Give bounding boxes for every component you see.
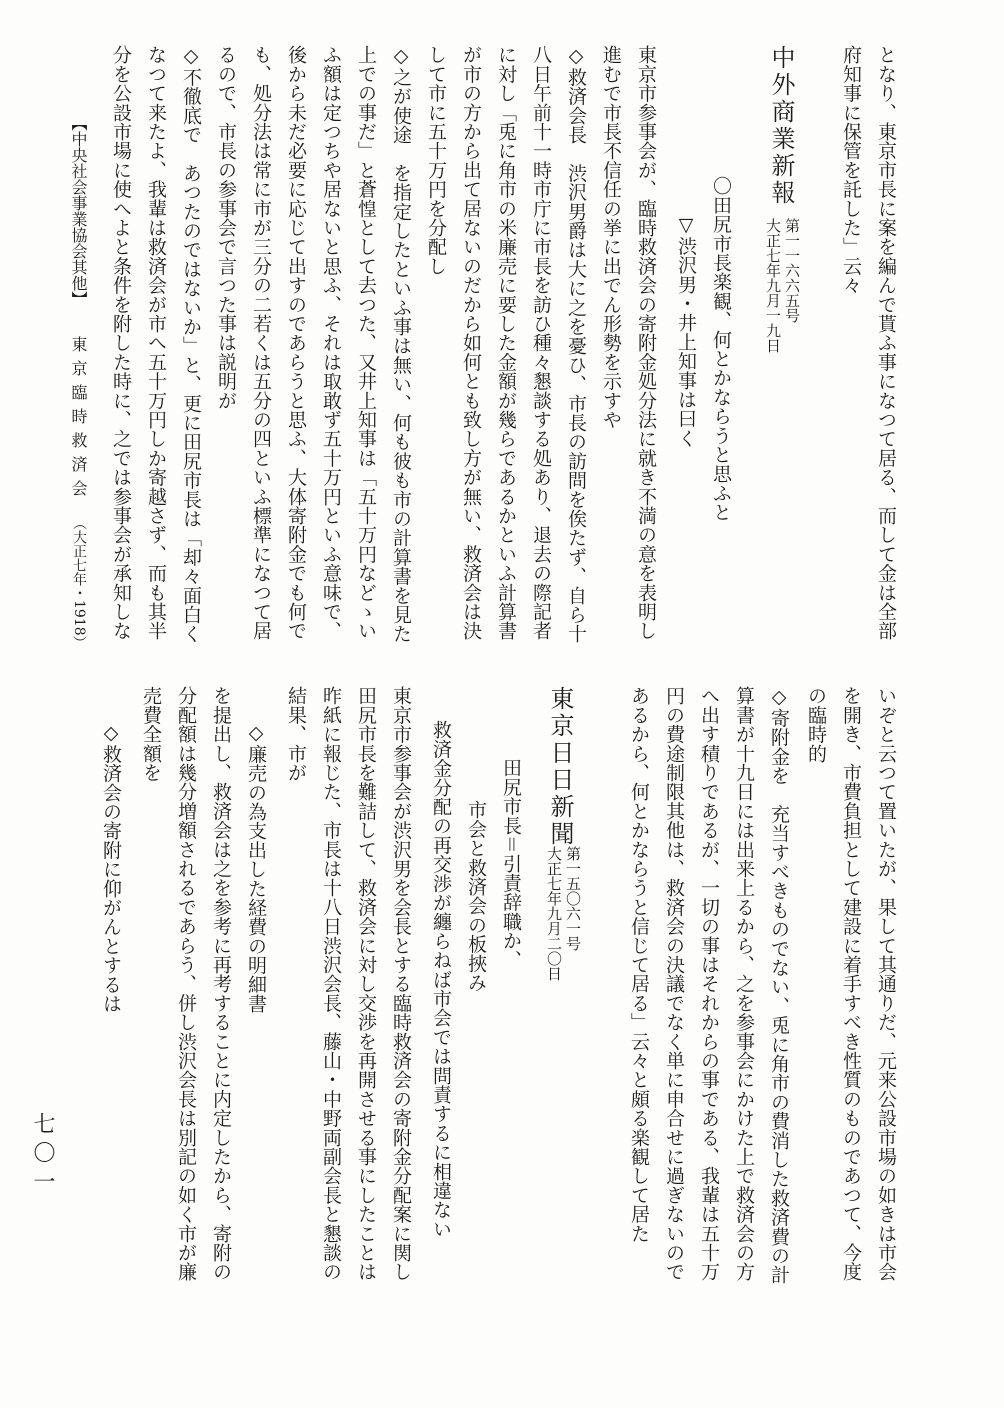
newspaper-title: 東京日日新聞 bbox=[546, 686, 574, 848]
issue-number: 第一五〇六一号 bbox=[564, 846, 582, 951]
continuation-line: となり、東京市長に案を編んで貰ふ事になつて居る、而して金は全部 bbox=[875, 45, 897, 641]
body-line: 分を公設市場に使へよと条件を附した時に、之では参事会が承知しな bbox=[110, 45, 132, 641]
body-line: なつて来たよ、我輩は救済会が市へ五十万円しか寄越さず、而も其半 bbox=[145, 45, 167, 641]
newspaper-title: 中外商業新報 bbox=[767, 45, 795, 207]
page-number: 七〇一 bbox=[30, 1112, 55, 1199]
body-line: 進むで市長不信任の挙に出でん形勢を示すや bbox=[600, 45, 622, 429]
body-line: 結果、市が bbox=[285, 686, 307, 782]
running-header-series: 【中央社会事業協会其他】 bbox=[69, 115, 88, 307]
body-line: ◇不徹底で あつたのではないか」と、更に田尻市長は「却々面白く bbox=[180, 45, 202, 644]
issue-date: 大正七年九月一九日 bbox=[764, 218, 782, 353]
body-line: るので、市長の参事会で言つた事は説明が bbox=[215, 45, 237, 410]
running-header-title: 東京臨時救済会 bbox=[69, 336, 88, 504]
running-header-period: （大正七年・1918） bbox=[71, 516, 87, 650]
article-lede: 救済金分配の再交渉が纏らねば市会では問責するに相違ない bbox=[430, 720, 452, 1239]
article-subheadline: ▽渋沢男・井上知事は曰く bbox=[675, 214, 697, 448]
body-line: に対し「兎に角市の米廉売に要した金額が幾らであるかといふ計算書 bbox=[495, 45, 517, 641]
continuation-line: ◇寄附金を 充当すべきものでない、兎に角市の費消した救済費の計 bbox=[768, 686, 790, 1285]
body-line: ◇救済会長 渋沢男爵は大に之を憂ひ、市長の訪問を俟たず、自ら十 bbox=[565, 45, 587, 644]
continuation-line: を開き、市費負担として建設に着手すべき性質のものであつて、今度 bbox=[840, 686, 862, 1282]
body-line: 東京市参事会が、臨時救済会の寄附金処分法に就き不満の意を表明し bbox=[635, 45, 657, 641]
body-line: 昨紙に報じた、市長は十八日渋沢会長、藤山・中野両副会長と懇談の bbox=[320, 686, 342, 1282]
continuation-line: へ出す積りであるが、一切の事はそれからの事である、我輩は五十万 bbox=[698, 686, 720, 1282]
continuation-line: 円の費途制限其他は、救済会の決議でなく単に申合せに過ぎないので bbox=[663, 686, 685, 1282]
continuation-line: の臨時的 bbox=[805, 686, 827, 763]
article-headline: 〇田尻市長楽観、何とかならうと思ふと bbox=[710, 176, 732, 522]
article-headline: 田尻市長＝引責辞職か、 bbox=[500, 758, 522, 970]
continuation-line: いぞと云つて置いたが、果して其通りだ、元来公設市場の如きは市会 bbox=[875, 686, 897, 1282]
body-line: ふ額は定つちや居ないと思ふ、それは取敢ず五十万円といふ意味で、 bbox=[320, 45, 342, 641]
section-heading: ◇廉売の為支出した経費の明細書 bbox=[245, 722, 267, 1013]
body-line: 分配額は幾分増額されるであらう、併し渋沢会長は別記の如く市が廉 bbox=[175, 686, 197, 1282]
body-line: して市に五十万円を分配し bbox=[425, 45, 447, 276]
article-subheadline: 市会と救済会の板挾み bbox=[465, 800, 487, 992]
continuation-line: 府知事に保管を託した」云々 bbox=[840, 45, 862, 295]
body-line: を提出し、救済会は之を参考に再考することに内定したから、寄附の bbox=[210, 686, 232, 1282]
body-line: ◇之が使途 を指定したといふ事は無い、何も彼も市の計算書を見た bbox=[390, 45, 412, 644]
body-line: 上での事だ」と蒼惶として去つた、又井上知事は「五十万円などゝい bbox=[355, 45, 377, 641]
section-heading: ◇救済会の寄附に仰がんとするは bbox=[100, 722, 122, 1013]
continuation-line: あるから、何とかならうと信じて居る」云々と頗る楽観して居た bbox=[628, 686, 650, 1243]
body-line: 後から未だ必要に応じて出すのであらうと思ふ、大体寄附金でも何で bbox=[285, 45, 307, 641]
issue-date: 大正七年九月二〇日 bbox=[545, 846, 563, 981]
body-line: 田尻市長を難詰して、救済会に対し交渉を再開させる事にしたことは bbox=[355, 686, 377, 1282]
body-line: も、処分法は常に市が三分の二若くは五分の四といふ標準になつて居 bbox=[250, 45, 272, 641]
body-line: 東京市参事会が渋沢男を会長とする臨時救済会の寄附金分配案に関し bbox=[390, 686, 412, 1282]
issue-number: 第一一六六五号 bbox=[783, 218, 801, 323]
body-line: 売費全額を bbox=[140, 686, 162, 782]
body-line: が市の方から出て居ないのだから如何とも致し方が無い、救済会は決 bbox=[460, 45, 482, 641]
body-line: 八日午前十一時市庁に市長を訪ひ種々懇談する処あり、退去の際記者 bbox=[530, 45, 552, 641]
continuation-line: 算書が十九日には出来上るから、之を参事会にかけた上で救済会の方 bbox=[733, 686, 755, 1282]
